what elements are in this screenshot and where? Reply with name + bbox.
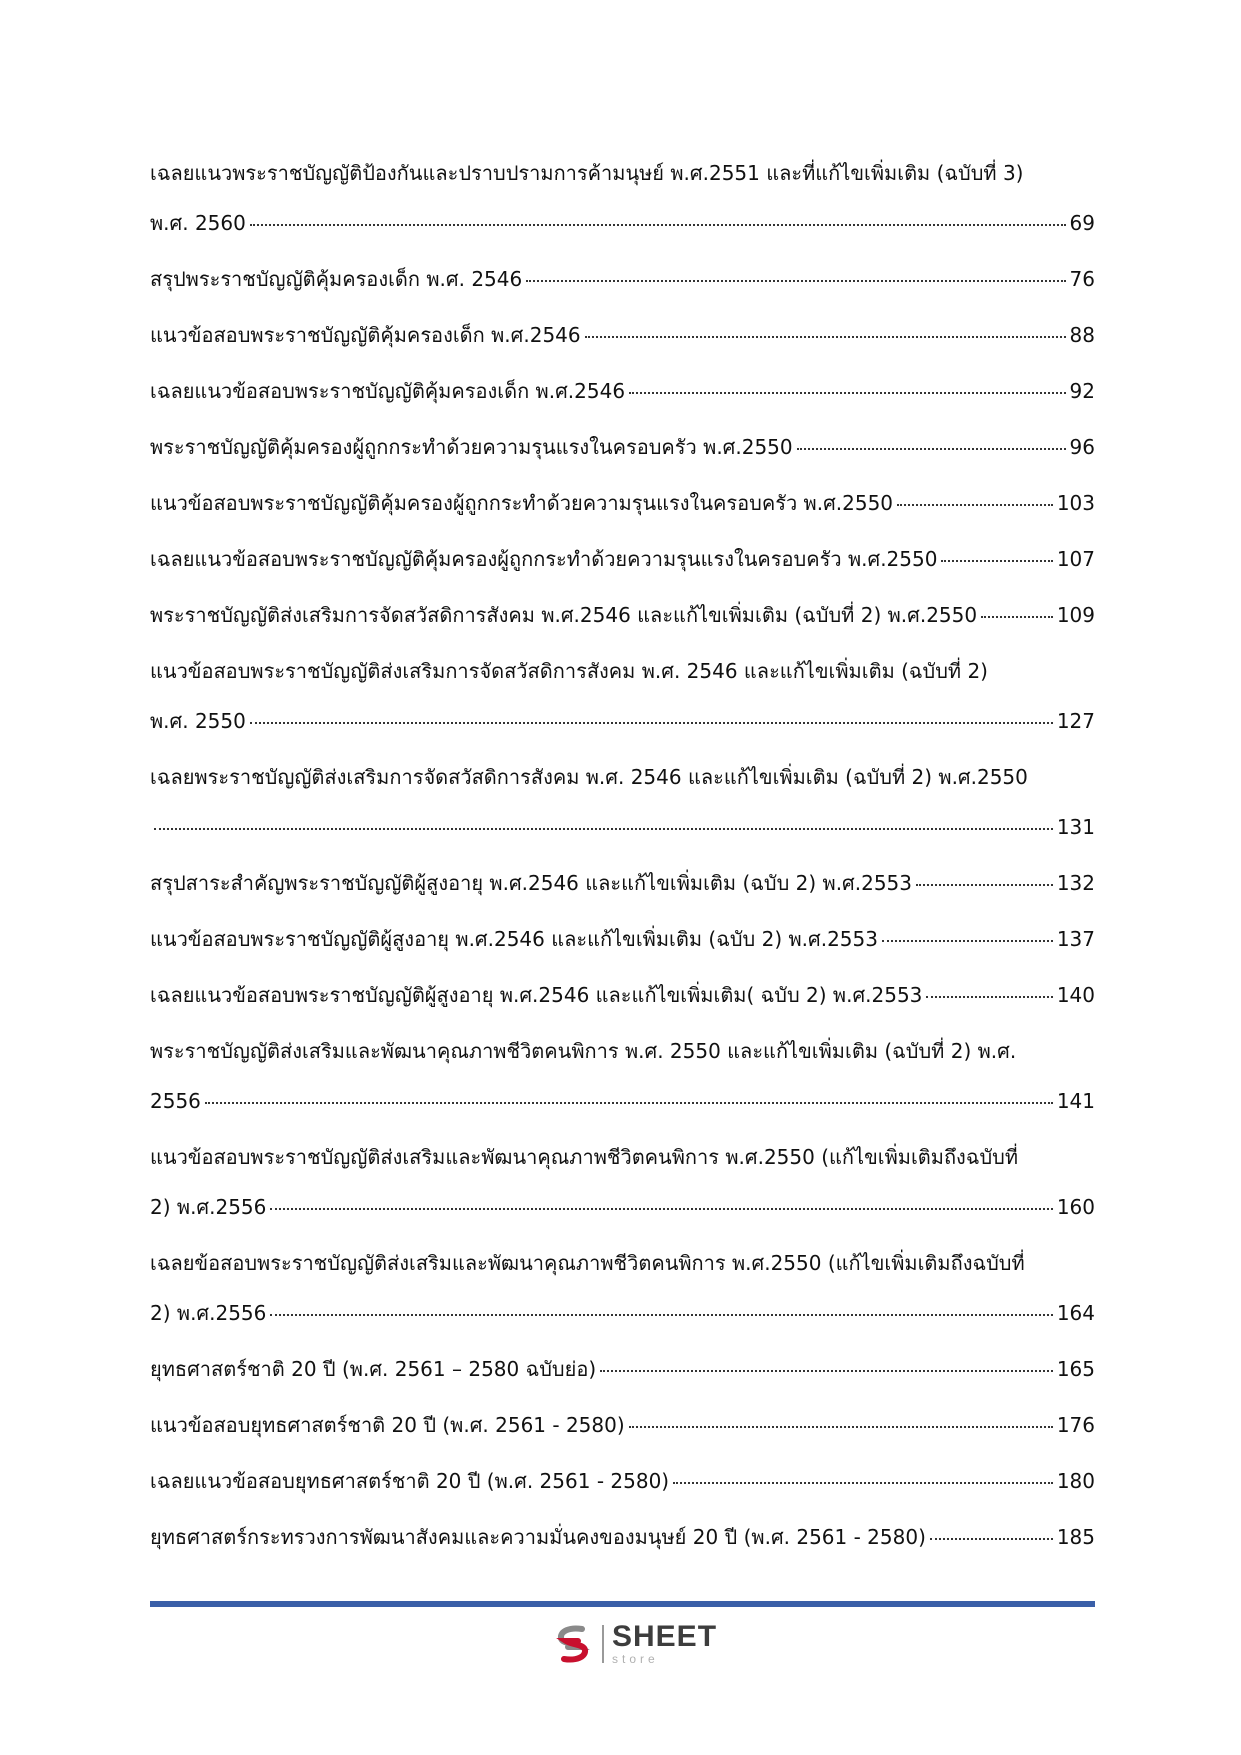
toc-page-number: 127 xyxy=(1056,709,1095,733)
toc-entry-title: เฉลยแนวข้อสอบยุทธศาสตร์ชาติ 20 ปี (พ.ศ. 2561 - 2580) xyxy=(150,1469,670,1493)
toc-dot-leader xyxy=(981,615,1053,618)
toc-page-number: 69 xyxy=(1069,211,1095,235)
toc-page-number: 164 xyxy=(1056,1301,1095,1325)
toc-entry-leader-line xyxy=(150,970,1095,1020)
toc-entry[interactable] xyxy=(150,1400,1095,1450)
toc-dot-leader xyxy=(629,1425,1053,1428)
toc-dot-leader xyxy=(941,559,1052,562)
toc-entry[interactable] xyxy=(150,914,1095,964)
toc-entry[interactable] xyxy=(150,1456,1095,1506)
toc-entry-leader-line xyxy=(150,198,1095,248)
toc-entry-leader-line xyxy=(150,802,1095,852)
toc-entry-leader-line xyxy=(150,310,1095,360)
toc-page-number: 185 xyxy=(1056,1525,1095,1549)
toc-page-number: 176 xyxy=(1056,1413,1095,1437)
toc-page-number: 107 xyxy=(1056,547,1095,571)
toc-entry-title-line: เฉลยแนวพระราชบัญญัติป้องกันและปราบปรามการค้ามนุษย์ พ.ศ.2551 และที่แก้ไขเพิ่มเติม (ฉบับที่ 3) xyxy=(150,161,1024,185)
toc-entry-title: แนวข้อสอบพระราชบัญญัติคุ้มครองเด็ก พ.ศ.2546 xyxy=(150,323,581,347)
toc-page-number: 132 xyxy=(1056,871,1095,895)
toc-entry[interactable] xyxy=(150,858,1095,908)
toc-entry[interactable] xyxy=(150,1026,1095,1126)
toc-entry[interactable] xyxy=(150,254,1095,304)
toc-entry[interactable] xyxy=(150,590,1095,640)
toc-entry[interactable] xyxy=(150,970,1095,1020)
toc-entry-leader-line xyxy=(150,696,1095,746)
toc-entry[interactable] xyxy=(150,752,1095,852)
toc-entry-leader-line xyxy=(150,254,1095,304)
toc-page-number: 131 xyxy=(1056,815,1095,839)
toc-entry-leader-line xyxy=(150,534,1095,584)
toc-dot-leader xyxy=(585,335,1066,338)
toc-entry-title: พระราชบัญญัติส่งเสริมการจัดสวัสดิการสังคม พ.ศ.2546 และแก้ไขเพิ่มเติม (ฉบับที่ 2) พ.ศ.2550 xyxy=(150,603,978,627)
footer-rule xyxy=(150,1601,1095,1607)
toc-page-number: 160 xyxy=(1056,1195,1095,1219)
toc-dot-leader xyxy=(882,939,1053,942)
toc-dot-leader xyxy=(250,223,1066,226)
toc-dot-leader xyxy=(797,447,1066,450)
toc-page-number: 165 xyxy=(1056,1357,1095,1381)
toc-entry[interactable] xyxy=(150,310,1095,360)
toc-entry-title-line: เฉลยข้อสอบพระราชบัญญัติส่งเสริมและพัฒนาคุณภาพชีวิตคนพิการ พ.ศ.2550 (แก้ไขเพิ่มเติมถึงฉบับที่ xyxy=(150,1251,1025,1275)
toc-entry-leader-line xyxy=(150,366,1095,416)
toc-dot-leader xyxy=(526,279,1065,282)
table-of-contents xyxy=(150,148,1095,1568)
toc-dot-leader xyxy=(673,1481,1053,1484)
toc-entry-title-line: แนวข้อสอบพระราชบัญญัติส่งเสริมการจัดสวัสดิการสังคม พ.ศ. 2546 และแก้ไขเพิ่มเติม (ฉบับที่ 2) xyxy=(150,659,988,683)
toc-entry-leader-line xyxy=(150,590,1095,640)
toc-entry-leader-line xyxy=(150,422,1095,472)
toc-entry-title-line: เฉลยพระราชบัญญัติส่งเสริมการจัดสวัสดิการสังคม พ.ศ. 2546 และแก้ไขเพิ่มเติม (ฉบับที่ 2) พ.ศ.2550 xyxy=(150,765,1028,789)
toc-entry-title: พ.ศ. 2560 xyxy=(150,211,246,235)
toc-page-number: 137 xyxy=(1056,927,1095,951)
toc-entry-leader-line xyxy=(150,914,1095,964)
toc-entry[interactable] xyxy=(150,1238,1095,1338)
toc-dot-leader xyxy=(897,503,1053,506)
toc-entry-title-line: พระราชบัญญัติส่งเสริมและพัฒนาคุณภาพชีวิตคนพิการ พ.ศ. 2550 และแก้ไขเพิ่มเติม (ฉบับที่ 2) พ.ศ. xyxy=(150,1039,1017,1063)
toc-dot-leader xyxy=(916,883,1053,886)
logo-wordmark: SHEET xyxy=(612,1620,718,1653)
toc-entry-title: 2556 xyxy=(150,1089,201,1113)
toc-entry-title: สรุปพระราชบัญญัติคุ้มครองเด็ก พ.ศ. 2546 xyxy=(150,267,523,291)
toc-entry-title: ยุทธศาสตร์กระทรวงการพัฒนาสังคมและความมั่นคงของมนุษย์ 20 ปี (พ.ศ. 2561 - 2580) xyxy=(150,1525,926,1549)
toc-entry-leader-line xyxy=(150,1456,1095,1506)
toc-entry-title: สรุปสาระสำคัญพระราชบัญญัติผู้สูงอายุ พ.ศ.2546 และแก้ไขเพิ่มเติม (ฉบับ 2) พ.ศ.2553 xyxy=(150,871,913,895)
toc-entry-leader-line xyxy=(150,1288,1095,1338)
toc-entry-leader-line xyxy=(150,1512,1095,1562)
toc-entry-title: 2) พ.ศ.2556 xyxy=(150,1301,267,1325)
toc-page-number: 103 xyxy=(1056,491,1095,515)
toc-entry-title: แนวข้อสอบยุทธศาสตร์ชาติ 20 ปี (พ.ศ. 2561 - 2580) xyxy=(150,1413,625,1437)
toc-dot-leader xyxy=(930,1537,1053,1540)
toc-entry-title: ยุทธศาสตร์ชาติ 20 ปี (พ.ศ. 2561 – 2580 ฉบับย่อ) xyxy=(150,1357,597,1381)
toc-dot-leader xyxy=(629,391,1065,394)
toc-entry-title-line: แนวข้อสอบพระราชบัญญัติส่งเสริมและพัฒนาคุณภาพชีวิตคนพิการ พ.ศ.2550 (แก้ไขเพิ่มเติมถึงฉบับที่ xyxy=(150,1145,1019,1169)
toc-page-number: 109 xyxy=(1056,603,1095,627)
toc-entry-leader-line xyxy=(150,858,1095,908)
toc-dot-leader xyxy=(270,1207,1052,1210)
toc-entry-leader-line xyxy=(150,1182,1095,1232)
toc-entry[interactable] xyxy=(150,1512,1095,1562)
toc-dot-leader xyxy=(926,995,1052,998)
toc-entry-leader-line xyxy=(150,1344,1095,1394)
toc-entry[interactable] xyxy=(150,534,1095,584)
toc-entry[interactable] xyxy=(150,478,1095,528)
toc-page-number: 88 xyxy=(1069,323,1095,347)
toc-entry[interactable] xyxy=(150,148,1095,248)
toc-dot-leader xyxy=(250,721,1053,724)
toc-dot-leader xyxy=(600,1369,1053,1372)
logo-subtext: store xyxy=(612,1652,659,1666)
toc-entry-leader-line xyxy=(150,478,1095,528)
toc-page-number: 141 xyxy=(1056,1089,1095,1113)
toc-entry[interactable] xyxy=(150,646,1095,746)
toc-entry[interactable] xyxy=(150,366,1095,416)
toc-entry[interactable] xyxy=(150,1132,1095,1232)
sheet-store-logo xyxy=(552,1622,717,1665)
toc-entry-title: แนวข้อสอบพระราชบัญญัติคุ้มครองผู้ถูกกระทำด้วยความรุนแรงในครอบครัว พ.ศ.2550 xyxy=(150,491,894,515)
toc-dot-leader xyxy=(154,827,1053,830)
toc-entry-title: เฉลยแนวข้อสอบพระราชบัญญัติคุ้มครองเด็ก พ.ศ.2546 xyxy=(150,379,626,403)
toc-entry-title: เฉลยแนวข้อสอบพระราชบัญญัติผู้สูงอายุ พ.ศ.2546 และแก้ไขเพิ่มเติม( ฉบับ 2) พ.ศ.2553 xyxy=(150,983,923,1007)
toc-entry[interactable] xyxy=(150,422,1095,472)
toc-entry-title: 2) พ.ศ.2556 xyxy=(150,1195,267,1219)
toc-entry[interactable] xyxy=(150,1344,1095,1394)
logo-text xyxy=(612,1622,717,1665)
sheet-store-s-icon xyxy=(552,1623,594,1665)
toc-entry-leader-line xyxy=(150,1400,1095,1450)
toc-entry-title: เฉลยแนวข้อสอบพระราชบัญญัติคุ้มครองผู้ถูกกระทำด้วยความรุนแรงในครอบครัว พ.ศ.2550 xyxy=(150,547,938,571)
toc-entry-title: พ.ศ. 2550 xyxy=(150,709,246,733)
toc-entry-leader-line xyxy=(150,1076,1095,1126)
toc-dot-leader xyxy=(205,1101,1053,1104)
toc-dot-leader xyxy=(270,1313,1052,1316)
toc-page-number: 92 xyxy=(1069,379,1095,403)
logo-divider xyxy=(602,1625,604,1663)
toc-entry-title: แนวข้อสอบพระราชบัญญัติผู้สูงอายุ พ.ศ.2546 และแก้ไขเพิ่มเติม (ฉบับ 2) พ.ศ.2553 xyxy=(150,927,878,951)
toc-page-number: 180 xyxy=(1056,1469,1095,1493)
toc-page-number: 96 xyxy=(1069,435,1095,459)
toc-page-number: 76 xyxy=(1069,267,1095,291)
toc-entry-title: พระราชบัญญัติคุ้มครองผู้ถูกกระทำด้วยความรุนแรงในครอบครัว พ.ศ.2550 xyxy=(150,435,793,459)
toc-page-number: 140 xyxy=(1056,983,1095,1007)
